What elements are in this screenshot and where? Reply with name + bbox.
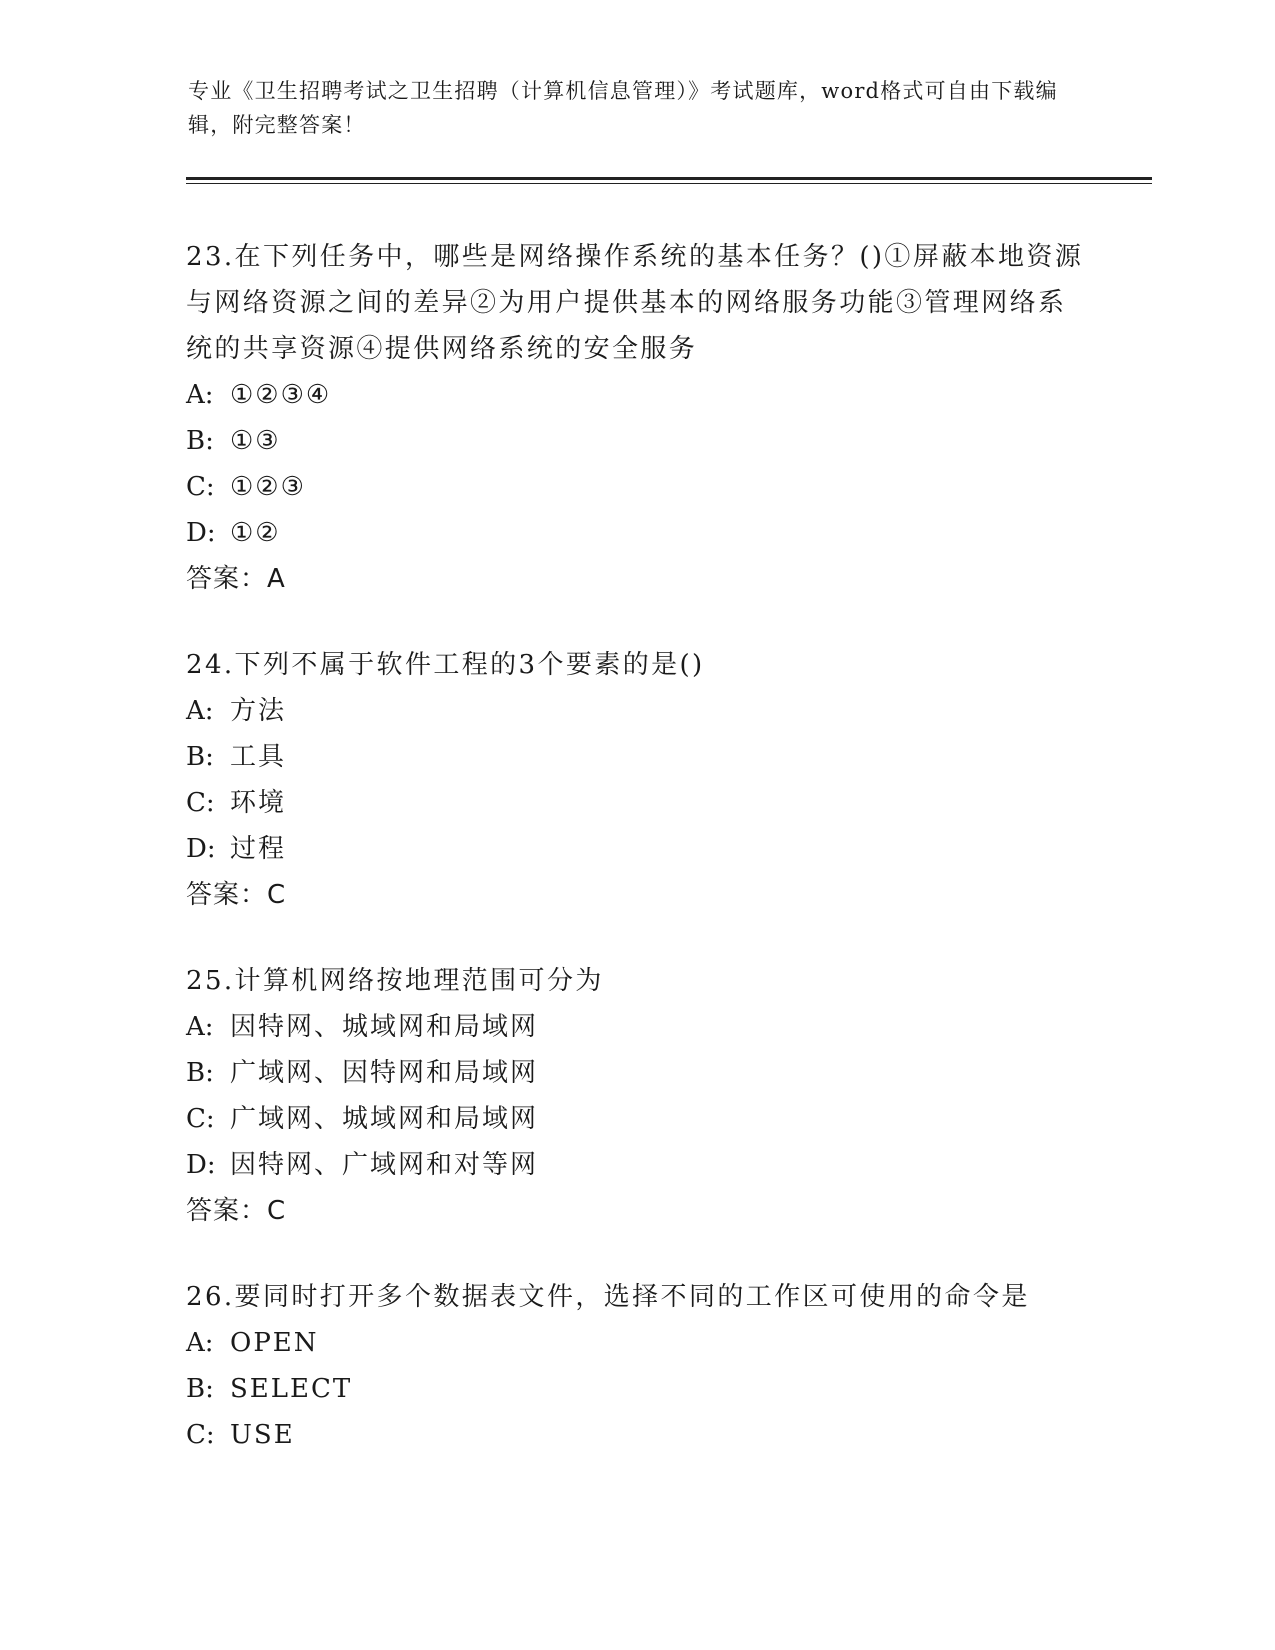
option-b [186, 734, 1086, 780]
option-text: SELECT [230, 1374, 353, 1404]
option-text: 工具 [230, 742, 287, 772]
option-letter: C: [186, 788, 215, 818]
option-text: 因特网、城域网和局域网 [230, 1012, 539, 1042]
option-letter: C: [186, 472, 215, 502]
option-text: 广域网、因特网和局域网 [230, 1058, 539, 1088]
question-stem: 26.要同时打开多个数据表文件，选择不同的工作区可使用的命令是 [186, 1282, 1030, 1312]
option-text: USE [230, 1420, 295, 1450]
option-b [186, 1050, 1086, 1096]
option-letter: B: [186, 1374, 214, 1404]
option-letter: C: [186, 1420, 215, 1450]
option-text: 过程 [230, 834, 287, 864]
question-stem: 25.计算机网络按地理范围可分为 [186, 966, 604, 996]
option-text: 广域网、城域网和局域网 [230, 1104, 539, 1134]
option-text: OPEN [230, 1328, 319, 1358]
option-letter: B: [186, 1058, 214, 1088]
option-a [186, 688, 1086, 734]
option-text: 因特网、广域网和对等网 [230, 1150, 539, 1180]
option-b [186, 1366, 1086, 1412]
header-rule-thin [186, 183, 1152, 184]
option-letter: A: [186, 696, 214, 726]
option-letter: A: [186, 1328, 214, 1358]
option-d [186, 1142, 1086, 1188]
option-letter: B: [186, 426, 214, 456]
answer-line: 答案：A [186, 564, 286, 594]
option-b [186, 418, 1086, 464]
option-c [186, 1412, 1086, 1458]
answer-line: 答案：C [186, 880, 287, 910]
option-letter: A: [186, 1012, 214, 1042]
answer-line: 答案：C [186, 1196, 287, 1226]
option-c [186, 780, 1086, 826]
question-25 [186, 958, 1086, 1234]
option-text: ①② [230, 518, 281, 548]
option-letter: A: [186, 380, 214, 410]
option-letter: C: [186, 1104, 215, 1134]
option-a [186, 1320, 1086, 1366]
option-d [186, 826, 1086, 872]
header-rule-thick [186, 177, 1152, 180]
question-24 [186, 642, 1086, 918]
question-stem: 23.在下列任务中，哪些是网络操作系统的基本任务？()①屏蔽本地资源与网络资源之间的差异②为用户提供基本的网络服务功能③管理网络系统的共享资源④提供网络系统的安全服务 [186, 242, 1084, 364]
question-stem: 24.下列不属于软件工程的3个要素的是() [186, 650, 705, 680]
option-a [186, 372, 1086, 418]
option-letter: D: [186, 518, 216, 548]
option-letter: B: [186, 742, 214, 772]
option-letter: D: [186, 834, 216, 864]
document-header: 专业《卫生招聘考试之卫生招聘（计算机信息管理）》考试题库，word格式可自由下载编辑，附完整答案！ [188, 79, 1058, 137]
option-a [186, 1004, 1086, 1050]
option-text: 环境 [230, 788, 287, 818]
question-26 [186, 1274, 1086, 1458]
question-list [186, 234, 1086, 1498]
option-d [186, 510, 1086, 556]
option-letter: D: [186, 1150, 216, 1180]
option-c [186, 464, 1086, 510]
option-text: ①②③ [230, 472, 306, 502]
option-text: ①③ [230, 426, 281, 456]
option-text: 方法 [230, 696, 287, 726]
option-c [186, 1096, 1086, 1142]
question-23 [186, 234, 1086, 602]
option-text: ①②③④ [230, 380, 332, 410]
